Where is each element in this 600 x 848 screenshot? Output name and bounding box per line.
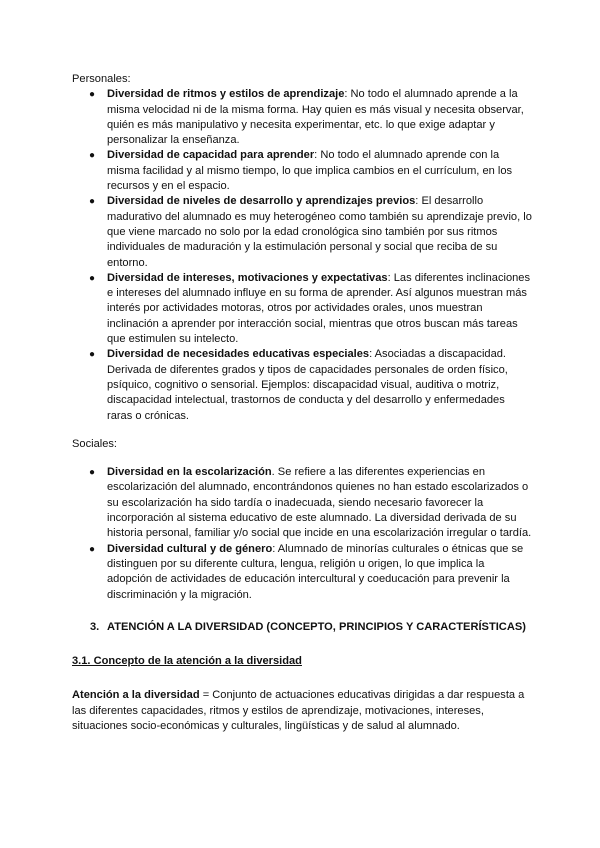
- item-term: Diversidad de intereses, motivaciones y expectativas: [107, 271, 388, 284]
- list-item: [89, 148, 532, 194]
- list-item: [89, 87, 532, 148]
- bullet-icon: ●: [89, 89, 96, 101]
- list-item: [89, 542, 532, 603]
- bullet-icon: ●: [89, 150, 96, 162]
- item-text: . Se refiere a las diferentes experiencias en escolarización del alumnado, encontrándonos quienes no han estado escolarizados o su escolarización ha sido tardía o inadecuada, siendo necesario favorecer la incorporación al sistema educativo de este alumnado. La diversidad derivada de su historia personal, familiar y/o social que incide en una escolarización irregular o tardía.: [107, 466, 532, 540]
- item-term: Diversidad en la escolarización: [107, 466, 272, 479]
- section-heading: [72, 620, 532, 635]
- item-text: : El desarrollo madurativo del alumnado es muy heterogéneo como también su aprendizaje previo, lo que viene marcado no solo por la edad cronológica sino también por sus ritmos individuales de maduración y la estimulación personal y social que reciba de su entorno.: [107, 195, 532, 269]
- personales-label: Personales:: [72, 73, 131, 85]
- bullet-icon: ●: [89, 543, 96, 555]
- list-item: [89, 194, 532, 270]
- item-text: : No todo el alumnado aprende con la misma facilidad y al mismo tiempo, lo que implica cambios en el currículum, en los recursos y en el espacio.: [107, 149, 513, 193]
- section-title: ATENCIÓN A LA DIVERSIDAD (CONCEPTO, PRINCIPIOS Y CARACTERÍSTICAS): [107, 620, 526, 633]
- sociales-list: [72, 465, 532, 603]
- definition-text: = Conjunto de actuaciones educativas dirigidas a dar respuesta a las diferentes capacidades, ritmos y estilos de aprendizaje, motivaciones, intereses, situaciones socio-económicas y culturales, lingüísticas y de salud al alumnado.: [72, 689, 525, 732]
- bullet-icon: ●: [89, 272, 96, 284]
- document-page: [72, 72, 532, 734]
- item-text: : Las diferentes inclinaciones e intereses del alumnado influye en su forma de aprender. Así algunos muestran más interés por actividades motoras, otros por actividades orales, unos muestran inclinación a aprender por interacción social, mientras que otros buscan más tareas que estimulen su intelecto.: [107, 271, 531, 346]
- item-term: Diversidad de capacidad para aprender: [107, 149, 315, 162]
- item-term: Diversidad de necesidades educativas especiales: [107, 348, 370, 361]
- item-text: : Alumnado de minorías culturales o étnicas que se distinguen por su diferente cultura, lengua, religión u origen, lo que implica la adopción de actividades de educación intercultural y coeducación para prevenir la discriminación y la migración.: [107, 542, 524, 601]
- subsection-heading: 3.1. Concepto de la atención a la diversidad: [72, 655, 302, 668]
- list-item: [89, 465, 532, 541]
- bullet-icon: ●: [89, 467, 96, 479]
- section-number: 3.: [90, 620, 100, 633]
- item-term: Diversidad de niveles de desarrollo y aprendizajes previos: [107, 195, 416, 208]
- bullet-icon: ●: [89, 349, 96, 361]
- list-item: [89, 347, 532, 423]
- personales-list: [72, 87, 532, 424]
- spacer: [72, 603, 532, 620]
- spacer: [72, 424, 532, 437]
- item-text: : Asociadas a discapacidad. Derivada de diferentes grados y tipos de capacidades personales de orden físico, psíquico, cognitivo o sensorial. Ejemplos: discapacidad visual, auditiva o motriz, discapacidad intelectual, trastornos de conducta y del desarrollo y enfermedades raras o crónicas.: [107, 348, 508, 422]
- list-item: [89, 271, 532, 347]
- spacer: [72, 635, 532, 654]
- definition-paragraph: [72, 688, 532, 734]
- item-term: Diversidad de ritmos y estilos de aprendizaje: [107, 88, 345, 101]
- spacer: [72, 669, 532, 688]
- definition-term: Atención a la diversidad: [72, 689, 200, 702]
- item-term: Diversidad cultural y de género: [107, 542, 273, 555]
- item-text: : No todo el alumnado aprende a la misma velocidad ni de la misma forma. Hay quien es más visual y necesita observar, quién es más manipulativo y necesita experimentar, etc. lo que exige adaptar y personalizar la enseñanza.: [107, 88, 524, 147]
- sociales-label: Sociales:: [72, 437, 118, 450]
- bullet-icon: ●: [89, 196, 96, 208]
- spacer: [72, 452, 532, 465]
